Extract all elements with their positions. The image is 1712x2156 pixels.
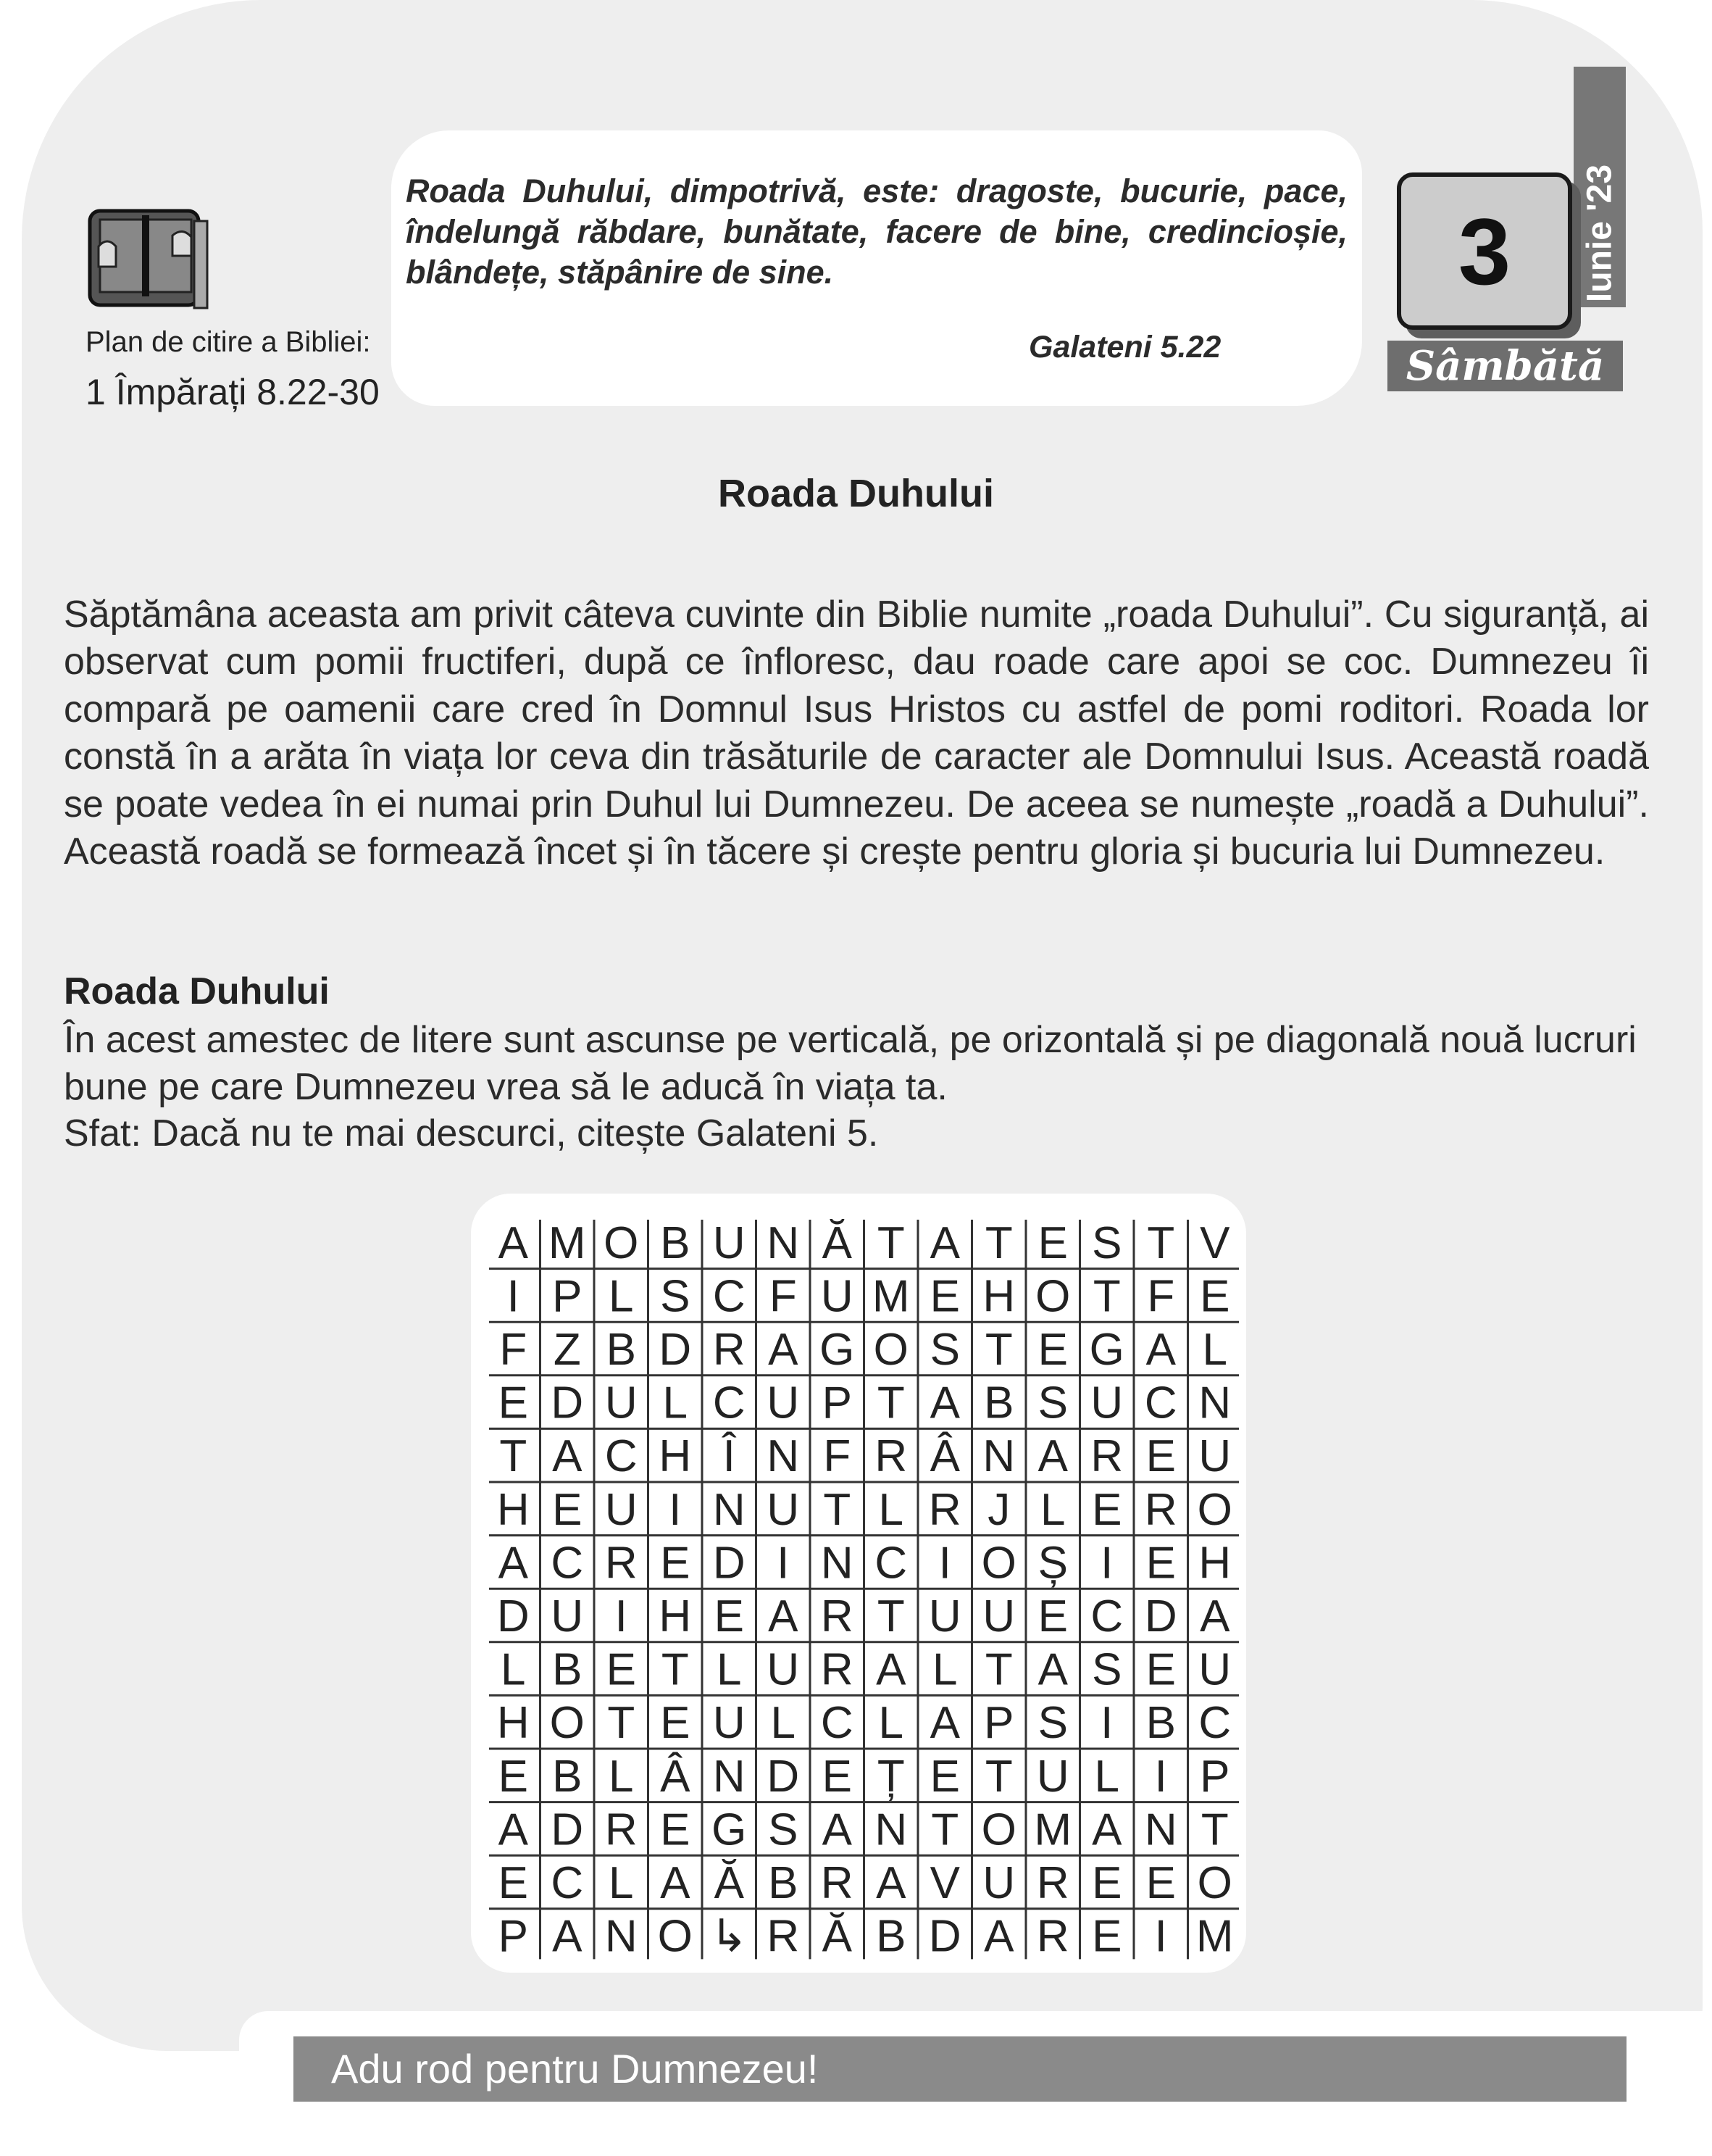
grid-letter: U	[551, 1591, 584, 1641]
verse-reference: Galateni 5.22	[1029, 330, 1222, 365]
grid-letter: A	[498, 1218, 528, 1268]
grid-letter: R	[1144, 1484, 1177, 1535]
grid-letter: N	[767, 1218, 800, 1268]
grid-letter: B	[552, 1751, 583, 1802]
grid-letter: L	[609, 1751, 634, 1802]
grid-letter: E	[498, 1378, 528, 1428]
grid-letter: E	[660, 1698, 690, 1749]
grid-letter: E	[498, 1751, 528, 1802]
grid-letter: E	[822, 1751, 852, 1802]
grid-letter: L	[1040, 1484, 1066, 1535]
grid-letter: A	[498, 1805, 528, 1855]
calendar-day-box	[1397, 172, 1572, 330]
grid-letter: E	[930, 1751, 960, 1802]
grid-letter: D	[712, 1538, 746, 1589]
grid-letter: A	[552, 1911, 583, 1962]
grid-letter: T	[1147, 1218, 1175, 1268]
grid-letter: E	[930, 1271, 960, 1322]
grid-letter: C	[1144, 1378, 1177, 1428]
grid-letter: L	[878, 1484, 903, 1535]
grid-letter: N	[712, 1484, 746, 1535]
grid-letter: A	[552, 1431, 583, 1482]
grid-letter: J	[987, 1484, 1011, 1535]
grid-letter: U	[982, 1858, 1016, 1908]
grid-letter: U	[712, 1218, 746, 1268]
grid-letter: B	[552, 1644, 583, 1695]
grid-letter: T	[877, 1218, 905, 1268]
grid-letter: L	[717, 1644, 742, 1695]
grid-letter: R	[820, 1858, 853, 1908]
grid-letter: F	[499, 1325, 527, 1375]
grid-letter: E	[1092, 1911, 1122, 1962]
grid-letter: Z	[553, 1325, 581, 1375]
grid-letter: Î	[722, 1431, 735, 1482]
grid-letter: R	[820, 1644, 853, 1695]
grid-letter: A	[1200, 1591, 1230, 1641]
grid-letter: D	[659, 1325, 692, 1375]
grid-letter: F	[1147, 1271, 1175, 1322]
grid-letter: T	[823, 1484, 851, 1535]
grid-letter: H	[496, 1484, 530, 1535]
grid-letter: O	[604, 1218, 639, 1268]
grid-letter: P	[552, 1271, 583, 1322]
grid-letter: R	[1090, 1431, 1124, 1482]
grid-letter: L	[932, 1644, 958, 1695]
grid-letter: Ă	[714, 1858, 744, 1908]
grid-letter: M	[1195, 1911, 1234, 1962]
calendar-month: Iunie '23	[1580, 164, 1619, 303]
grid-letter: E	[660, 1538, 690, 1589]
grid-letter: U	[712, 1698, 746, 1749]
grid-letter: A	[984, 1911, 1014, 1962]
grid-letter: A	[930, 1378, 960, 1428]
grid-letter: E	[1092, 1484, 1122, 1535]
grid-letter: Ș	[1037, 1538, 1068, 1589]
grid-letter: A	[930, 1698, 960, 1749]
grid-letter: N	[767, 1431, 800, 1482]
grid-letter: N	[1198, 1378, 1232, 1428]
grid-letter: C	[712, 1378, 746, 1428]
grid-letter: G	[1089, 1325, 1124, 1375]
grid-letter: C	[712, 1271, 746, 1322]
grid-letter: U	[1036, 1751, 1069, 1802]
grid-letter: A	[660, 1858, 690, 1908]
grid-letter: E	[1145, 1644, 1176, 1695]
grid-letter: L	[1094, 1751, 1119, 1802]
grid-letter: U	[928, 1591, 961, 1641]
grid-letter: P	[498, 1911, 528, 1962]
grid-letter: N	[604, 1911, 638, 1962]
grid-letter: O	[657, 1911, 693, 1962]
calendar-weekday: Sâmbătă	[1387, 341, 1623, 391]
grid-letter: R	[604, 1805, 638, 1855]
grid-letter: L	[609, 1858, 634, 1908]
grid-letter: A	[1037, 1644, 1068, 1695]
grid-letter: I	[938, 1538, 951, 1589]
grid-letter: U	[1090, 1378, 1124, 1428]
grid-letter: E	[1037, 1325, 1068, 1375]
grid-letter: I	[614, 1591, 627, 1641]
reading-plan-reference: 1 Împărați 8.22-30	[85, 372, 380, 412]
grid-letter: T	[607, 1698, 635, 1749]
grid-letter: E	[1145, 1431, 1176, 1482]
grid-letter: A	[930, 1218, 960, 1268]
grid-letter: C	[1198, 1698, 1232, 1749]
grid-letter: E	[1200, 1271, 1230, 1322]
grid-letter: M	[1034, 1805, 1072, 1855]
grid-letter: Â	[930, 1431, 960, 1482]
page-title: Roada Duhului	[718, 472, 994, 515]
grid-letter: A	[1037, 1431, 1068, 1482]
grid-letter: E	[714, 1591, 744, 1641]
grid-letter: O	[1197, 1484, 1232, 1535]
grid-letter: I	[669, 1484, 682, 1535]
grid-letter: T	[877, 1378, 905, 1428]
grid-letter: A	[1092, 1805, 1122, 1855]
grid-letter: B	[768, 1858, 798, 1908]
grid-letter: T	[1201, 1805, 1229, 1855]
grid-letter: Ț	[877, 1751, 905, 1802]
grid-letter: T	[985, 1644, 1013, 1695]
grid-letter: L	[662, 1378, 688, 1428]
grid-letter: B	[876, 1911, 906, 1962]
grid-letter: A	[876, 1644, 906, 1695]
puzzle-heading: Roada Duhului	[64, 970, 330, 1012]
grid-letter: O	[873, 1325, 909, 1375]
grid-letter: D	[496, 1591, 530, 1641]
grid-letter: T	[1093, 1271, 1121, 1322]
calendar-day: 3	[1458, 198, 1511, 304]
grid-letter: A	[876, 1858, 906, 1908]
grid-letter: O	[549, 1698, 585, 1749]
grid-letter: U	[767, 1378, 800, 1428]
grid-letter: H	[982, 1271, 1016, 1322]
grid-letter: G	[711, 1805, 747, 1855]
grid-letter: N	[820, 1538, 853, 1589]
grid-letter: O	[1197, 1858, 1232, 1908]
grid-letter: H	[659, 1431, 692, 1482]
grid-letter: L	[501, 1644, 526, 1695]
grid-letter: E	[660, 1805, 690, 1855]
grid-letter: R	[604, 1538, 638, 1589]
grid-letter: E	[1037, 1591, 1068, 1641]
grid-letter: P	[984, 1698, 1014, 1749]
grid-letter: T	[985, 1751, 1013, 1802]
grid-letter: Ă	[822, 1911, 852, 1962]
grid-letter: T	[985, 1218, 1013, 1268]
grid-letter: R	[1036, 1858, 1069, 1908]
grid-letter: R	[767, 1911, 800, 1962]
grid-letter: I	[506, 1271, 519, 1322]
grid-letter: D	[551, 1805, 584, 1855]
grid-letter: S	[1092, 1644, 1122, 1695]
grid-letter: U	[767, 1484, 800, 1535]
reading-plan-label: Plan de citire a Bibliei:	[85, 326, 371, 358]
grid-letter: O	[1035, 1271, 1071, 1322]
grid-letter: N	[874, 1805, 908, 1855]
grid-letter: L	[609, 1271, 634, 1322]
grid-letter: T	[499, 1431, 527, 1482]
grid-letter: I	[777, 1538, 790, 1589]
grid-letter: T	[877, 1591, 905, 1641]
grid-letter: V	[930, 1858, 960, 1908]
grid-letter: D	[928, 1911, 961, 1962]
grid-letter: C	[874, 1538, 908, 1589]
grid-letter: E	[1145, 1858, 1176, 1908]
grid-letter: Ă	[822, 1218, 852, 1268]
grid-letter: S	[1092, 1218, 1122, 1268]
grid-letter: L	[878, 1698, 903, 1749]
grid-letter: S	[1037, 1378, 1068, 1428]
grid-letter: I	[1154, 1751, 1167, 1802]
grid-letter: Â	[660, 1751, 690, 1802]
grid-letter: I	[1101, 1538, 1114, 1589]
grid-letter: C	[551, 1538, 584, 1589]
grid-letter: R	[928, 1484, 961, 1535]
puzzle-instructions: În acest amestec de litere sunt ascunse pe verticală, pe orizontală și pe diagonală nouă lucruri bune pe care Dumnezeu vrea să le aducă în viața ta.	[64, 1019, 1637, 1109]
grid-letter: U	[767, 1644, 800, 1695]
grid-letter: G	[819, 1325, 855, 1375]
grid-letter: I	[1101, 1698, 1114, 1749]
grid-letter: T	[931, 1805, 959, 1855]
grid-letter: E	[552, 1484, 583, 1535]
grid-letter: C	[604, 1431, 638, 1482]
verse-text: Roada Duhului, dimpotrivă, este: dragoste, bucurie, pace, îndelungă răbdare, bunătate, facere de bine, credincioșie, blândețe, stăpânire de sine.	[406, 172, 1348, 291]
grid-letter: T	[661, 1644, 689, 1695]
grid-letter: E	[1145, 1538, 1176, 1589]
grid-letter: D	[1144, 1591, 1177, 1641]
grid-letter: O	[981, 1538, 1016, 1589]
grid-letter: B	[606, 1325, 636, 1375]
grid-letter: H	[659, 1591, 692, 1641]
grid-letter: A	[1145, 1325, 1176, 1375]
grid-letter: B	[984, 1378, 1014, 1428]
grid-letter: U	[604, 1378, 638, 1428]
grid-letter: A	[822, 1805, 852, 1855]
grid-letter: U	[982, 1591, 1016, 1641]
grid-letter: F	[823, 1431, 851, 1482]
grid-letter: A	[498, 1538, 528, 1589]
grid-letter: C	[820, 1698, 853, 1749]
grid-letter: L	[1202, 1325, 1227, 1375]
grid-letter: S	[768, 1805, 798, 1855]
grid-letter: V	[1200, 1218, 1230, 1268]
grid-letter: B	[660, 1218, 690, 1268]
grid-letter: D	[551, 1378, 584, 1428]
grid-letter: N	[1144, 1805, 1177, 1855]
grid-letter: N	[712, 1751, 746, 1802]
grid-letter: M	[548, 1218, 586, 1268]
grid-letter: I	[1154, 1911, 1167, 1962]
grid-letter: U	[1198, 1644, 1232, 1695]
grid-letter: P	[822, 1378, 852, 1428]
grid-letter: R	[712, 1325, 746, 1375]
grid-letter: O	[981, 1805, 1016, 1855]
grid-letter: D	[767, 1751, 800, 1802]
grid-letter: C	[1090, 1591, 1124, 1641]
grid-letter: ↳	[710, 1911, 748, 1962]
grid-letter: A	[768, 1325, 798, 1375]
grid-letter: A	[768, 1591, 798, 1641]
grid-letter: E	[1037, 1218, 1068, 1268]
grid-letter: F	[769, 1271, 797, 1322]
grid-letter: T	[985, 1325, 1013, 1375]
grid-letter: C	[551, 1858, 584, 1908]
bible-book-icon	[85, 207, 216, 315]
puzzle-tip: Sfat: Dacă nu te mai descurci, citește Galateni 5.	[64, 1112, 879, 1154]
grid-letter: U	[604, 1484, 638, 1535]
grid-letter: E	[498, 1858, 528, 1908]
grid-letter: S	[930, 1325, 960, 1375]
body-paragraph: Săptămâna aceasta am privit câteva cuvinte din Biblie numite „roada Duhului”. Cu siguranță, ai observat cum pomii fructiferi, după ce înfloresc, dau roade care apoi se coc. Dumnezeu îi compară pe oamenii care cred în Domnul Isus Hristos cu astfel de pomi roditori. Roada lor constă în a arăta în viața lor ceva din trăsăturile de caracter ale Domnului Isus. Această roadă se poate vedea în ei numai prin Duhul lui Dumnezeu. De aceea se numește „roadă a Duhului”. Această roadă se formează încet și în tăcere și crește pentru gloria și bucuria lui Dumnezeu.	[64, 594, 1649, 873]
grid-letter: R	[874, 1431, 908, 1482]
word-search-grid	[471, 1194, 1246, 1973]
grid-letter: S	[1037, 1698, 1068, 1749]
grid-letter: B	[1145, 1698, 1176, 1749]
grid-letter: R	[1036, 1911, 1069, 1962]
grid-letter: R	[820, 1591, 853, 1641]
grid-letter: S	[660, 1271, 690, 1322]
grid-letter: N	[982, 1431, 1016, 1482]
grid-letter: L	[770, 1698, 796, 1749]
grid-letter: H	[496, 1698, 530, 1749]
grid-letter: U	[1198, 1431, 1232, 1482]
word-search-card	[471, 1194, 1246, 1973]
grid-letter: M	[872, 1271, 910, 1322]
grid-letter: U	[820, 1271, 853, 1322]
grid-letter: E	[1092, 1858, 1122, 1908]
grid-letter: E	[606, 1644, 636, 1695]
footer-banner: Adu rod pentru Dumnezeu!	[293, 2036, 1627, 2102]
grid-letter: P	[1200, 1751, 1230, 1802]
grid-letter: H	[1198, 1538, 1232, 1589]
